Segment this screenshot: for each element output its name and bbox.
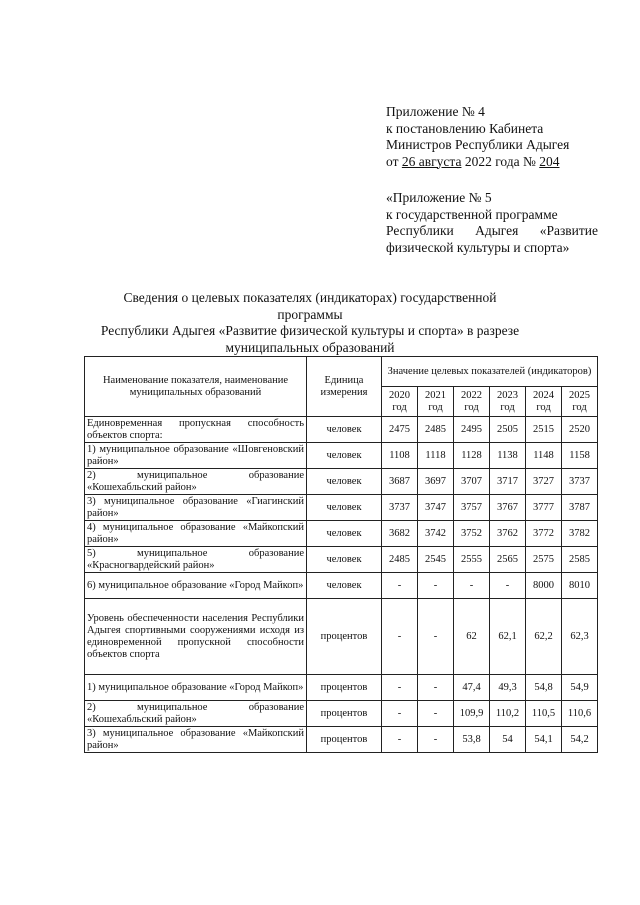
value-cell: - (382, 675, 418, 701)
table-row (85, 443, 598, 469)
value-cell: - (418, 573, 454, 599)
value-cell: 3682 (382, 521, 418, 547)
indicator-name-cell: 3) муниципальное образование «Гиагинский район» (85, 495, 307, 521)
value-cell: 2545 (418, 547, 454, 573)
header-target-values: Значение целевых показателей (индикаторов) (382, 357, 598, 387)
table-row (85, 495, 598, 521)
unit-cell: человек (307, 573, 382, 599)
table-row (85, 417, 598, 443)
appendix-5-line2: к государственной программе (386, 206, 558, 222)
value-cell: 3687 (382, 469, 418, 495)
unit-cell: человек (307, 495, 382, 521)
value-cell: 3717 (490, 469, 526, 495)
indicator-name-cell: Уровень обеспеченности населения Республики Адыгея спортивными сооружениями исходя из единовременной пропускной способности объектов спорта (85, 599, 307, 675)
table-row (85, 599, 598, 675)
value-cell: 2505 (490, 417, 526, 443)
unit-cell: человек (307, 469, 382, 495)
value-cell: 2495 (454, 417, 490, 443)
value-cell: 2555 (454, 547, 490, 573)
header-year: 2024 год (526, 387, 562, 417)
value-cell: - (454, 573, 490, 599)
value-cell: 1118 (418, 443, 454, 469)
value-cell: - (418, 701, 454, 727)
table-row (85, 701, 598, 727)
value-cell: 3787 (562, 495, 598, 521)
value-cell: 110,2 (490, 701, 526, 727)
table-row (85, 573, 598, 599)
header-year: 2023 год (490, 387, 526, 417)
indicator-name-cell: 4) муниципальное образование «Майкопский район» (85, 521, 307, 547)
unit-cell: процентов (307, 675, 382, 701)
value-cell: - (490, 573, 526, 599)
value-cell: 3772 (526, 521, 562, 547)
date-day-month: 26 августа (401, 153, 462, 169)
value-cell: 62,2 (526, 599, 562, 675)
value-cell: 2475 (382, 417, 418, 443)
appendix-5-title: «Приложение № 5 (386, 190, 492, 205)
value-cell: 2515 (526, 417, 562, 443)
indicator-name-cell: 1) муниципальное образование «Шовгеновский район» (85, 443, 307, 469)
document-title-line2: Республики Адыгея «Развитие физической культуры и спорта» в разрезе (100, 323, 520, 338)
value-cell: 49,3 (490, 675, 526, 701)
resolution-number: 204 (539, 153, 560, 169)
value-cell: 8000 (526, 573, 562, 599)
value-cell: - (382, 599, 418, 675)
table-body (85, 417, 598, 753)
unit-cell: процентов (307, 701, 382, 727)
value-cell: 1128 (454, 443, 490, 469)
value-cell: 3777 (526, 495, 562, 521)
table-row (85, 521, 598, 547)
indicator-name-cell: 3) муниципальное образование «Майкопский район» (85, 727, 307, 753)
indicator-name-cell: 2) муниципальное образование «Кошехабльский район» (85, 701, 307, 727)
value-cell: 3757 (454, 495, 490, 521)
value-cell: 3767 (490, 495, 526, 521)
value-cell: 3762 (490, 521, 526, 547)
value-cell: 2485 (418, 417, 454, 443)
indicator-name-cell: 1) муниципальное образование «Город Майкоп» (85, 675, 307, 701)
header-year: 2021 год (418, 387, 454, 417)
header-unit: Единица измерения (307, 357, 382, 417)
unit-cell: человек (307, 547, 382, 573)
value-cell: 2485 (382, 547, 418, 573)
value-cell: 3727 (526, 469, 562, 495)
indicator-name-cell: 2) муниципальное образование «Кошехабльский район» (85, 469, 307, 495)
value-cell: 3707 (454, 469, 490, 495)
value-cell: 110,5 (526, 701, 562, 727)
value-cell: 2585 (562, 547, 598, 573)
value-cell: - (382, 701, 418, 727)
value-cell: 1148 (526, 443, 562, 469)
indicator-name-cell: Единовременная пропускная способность объектов спорта: (85, 417, 307, 443)
indicator-name-cell: 6) муниципальное образование «Город Майкоп» (85, 573, 307, 599)
header-year: 2022 год (454, 387, 490, 417)
header-year: 2025 год (562, 387, 598, 417)
value-cell: 54,9 (562, 675, 598, 701)
value-cell: - (418, 599, 454, 675)
indicators-table (84, 356, 598, 753)
date-prefix: от (386, 153, 402, 169)
value-cell: 109,9 (454, 701, 490, 727)
indicator-name-cell: 5) муниципальное образование «Красногвардейский район» (85, 547, 307, 573)
value-cell: 3737 (562, 469, 598, 495)
table-row (85, 727, 598, 753)
appendix-4-line3: Министров Республики Адыгея (386, 137, 570, 152)
unit-cell: человек (307, 417, 382, 443)
date-year: 2022 года № (461, 153, 540, 169)
appendix-5-line3: Республики Адыгея «Развитие (386, 223, 598, 238)
unit-cell: процентов (307, 599, 382, 675)
value-cell: 47,4 (454, 675, 490, 701)
document-title (95, 290, 525, 356)
value-cell: 3737 (382, 495, 418, 521)
unit-cell: человек (307, 521, 382, 547)
value-cell: 2575 (526, 547, 562, 573)
value-cell: 3742 (418, 521, 454, 547)
value-cell: 62,3 (562, 599, 598, 675)
value-cell: 3752 (454, 521, 490, 547)
table-row (85, 469, 598, 495)
value-cell: 62 (454, 599, 490, 675)
header-year: 2020 год (382, 387, 418, 417)
table-row (85, 675, 598, 701)
appendix-4-title: Приложение № 4 (386, 104, 485, 119)
header-indicator-name: Наименование показателя, наименование муниципальных образований (85, 357, 307, 417)
unit-cell: процентов (307, 727, 382, 753)
value-cell: 2565 (490, 547, 526, 573)
value-cell: 54,2 (562, 727, 598, 753)
value-cell: 1138 (490, 443, 526, 469)
value-cell: 1108 (382, 443, 418, 469)
value-cell: 1158 (562, 443, 598, 469)
value-cell: 3782 (562, 521, 598, 547)
appendix-4-line2: к постановлению Кабинета (386, 120, 544, 136)
table-row (85, 547, 598, 573)
value-cell: - (382, 727, 418, 753)
value-cell: - (418, 675, 454, 701)
value-cell: 110,6 (562, 701, 598, 727)
value-cell: 54 (490, 727, 526, 753)
unit-cell: человек (307, 443, 382, 469)
appendix-4-block (386, 104, 569, 170)
value-cell: 62,1 (490, 599, 526, 675)
document-title-line1: Сведения о целевых показателях (индикаторах) государственной программы (123, 290, 497, 322)
value-cell: 3747 (418, 495, 454, 521)
value-cell: 8010 (562, 573, 598, 599)
value-cell: 53,8 (454, 727, 490, 753)
appendix-4-date-line (386, 154, 569, 171)
value-cell: - (418, 727, 454, 753)
value-cell: - (382, 573, 418, 599)
appendix-5-line4: физической культуры и спорта» (386, 239, 570, 255)
value-cell: 2520 (562, 417, 598, 443)
value-cell: 54,8 (526, 675, 562, 701)
value-cell: 3697 (418, 469, 454, 495)
document-title-line3: муниципальных образований (225, 339, 395, 355)
appendix-5-block (386, 190, 598, 256)
value-cell: 54,1 (526, 727, 562, 753)
